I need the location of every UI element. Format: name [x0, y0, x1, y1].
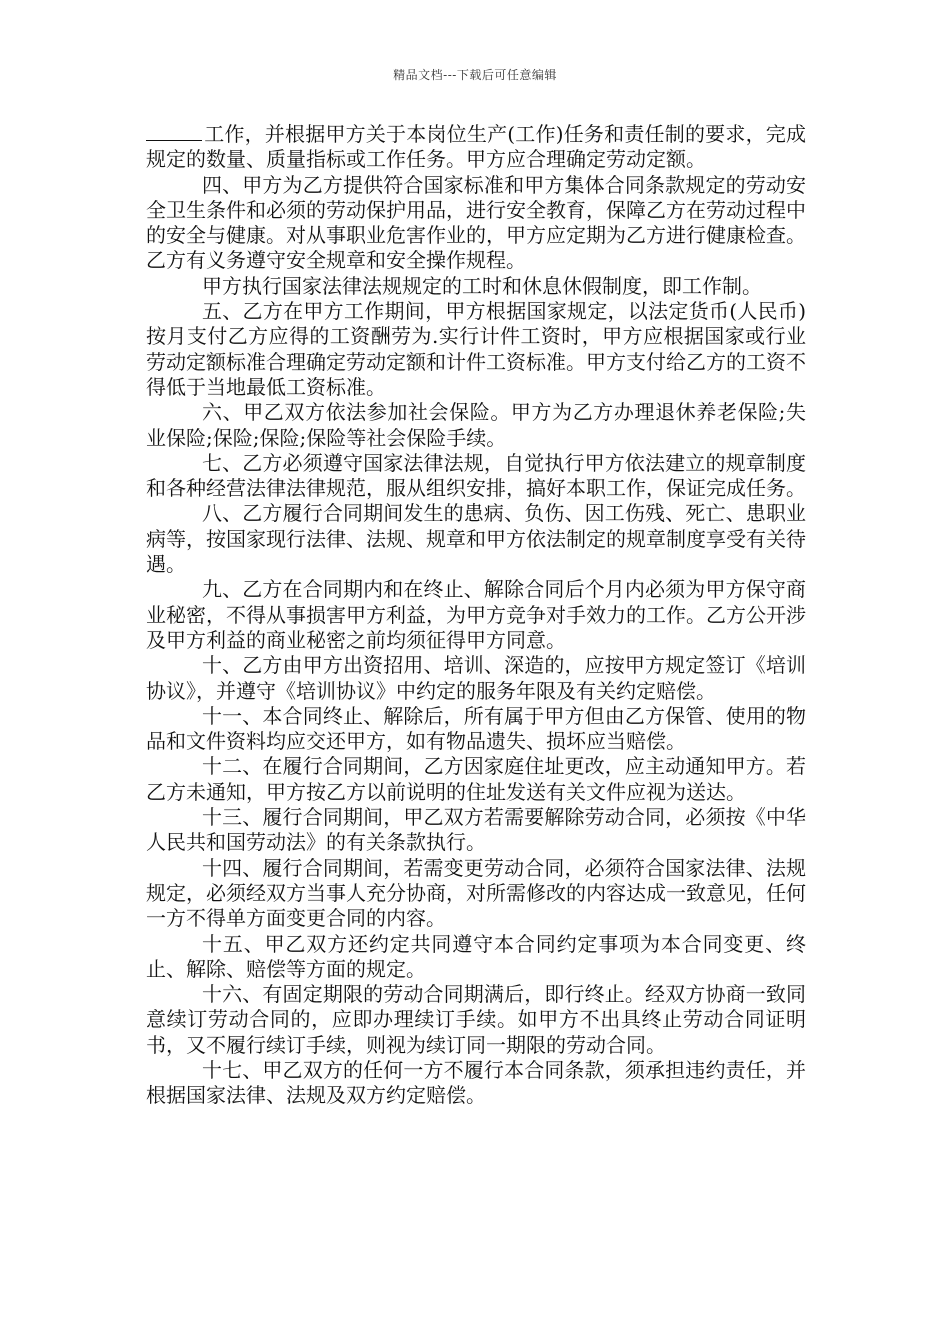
clause-4: 四、甲方为乙方提供符合国家标准和甲方集体合同条款规定的劳动安全卫生条件和必须的劳动保护用品，进行安全教育，保障乙方在劳动过程中的安全与健康。对从事职业危害作业的，甲方应定期为乙方进行健康检查。乙方有义务遵守安全规章和安全操作规程。: [146, 172, 806, 273]
clause-5: 五、乙方在甲方工作期间，甲方根据国家规定，以法定货币(人民币)按月支付乙方应得的工资酬劳为.实行计件工资时，甲方应根据国家或行业劳动定额标准合理确定劳动定额和计件工资标准。甲方支付给乙方的工资不得低于当地最低工资标准。: [146, 299, 806, 399]
clause-8: 八、乙方履行合同期间发生的患病、负伤、因工伤残、死亡、患职业病等，按国家现行法律、法规、规章和甲方依法制定的规章制度享受有关待遇。: [146, 501, 806, 577]
clause-14: 十四、履行合同期间，若需变更劳动合同，必须符合国家法律、法规规定，必须经双方当事人充分协商，对所需修改的内容达成一致意见，任何一方不得单方面变更合同的内容。: [146, 855, 806, 931]
page-header: 精品文档---下载后可任意编辑: [393, 68, 557, 82]
clause-7: 七、乙方必须遵守国家法律法规，自觉执行甲方依法建立的规章制度和各种经营法律法律规范，服从组织安排，搞好本职工作，保证完成任务。: [146, 450, 806, 501]
paragraph-continuation: [146, 122, 806, 173]
clause-11: 十一、本合同终止、解除后，所有属于甲方但由乙方保管、使用的物品和文件资料均应交还甲方，如有物品遗失、损坏应当赔偿。: [146, 703, 806, 754]
clause-17: 十七、甲乙双方的任何一方不履行本合同条款，须承担违约责任，并根据国家法律、法规及双方约定赔偿。: [146, 1057, 806, 1108]
clause-16: 十六、有固定期限的劳动合同期满后，即行终止。经双方协商一致同意续订劳动合同的，应即办理续订手续。如甲方不出具终止劳动合同证明书，又不履行续订手续，则视为续订同一期限的劳动合同。: [146, 982, 806, 1057]
clause-12: 十二、在履行合同期间，乙方因家庭住址更改，应主动通知甲方。若乙方未通知，甲方按乙方以前说明的住址发送有关文件应视为送达。: [146, 754, 806, 804]
clause-15: 十五、甲乙双方还约定共同遵守本合同约定事项为本合同变更、终止、解除、赔偿等方面的规定。: [146, 931, 806, 981]
document-body: [146, 122, 806, 1109]
clause-9: 九、乙方在合同期内和在终止、解除合同后个月内必须为甲方保守商业秘密，不得从事损害甲方利益，为甲方竞争对手效力的工作。乙方公开涉及甲方利益的商业秘密之前均须征得甲方同意。: [146, 577, 806, 652]
paragraph-text: 工作，并根据甲方关于本岗位生产(工作)任务和责任制的要求，完成规定的数量、质量指标或工作任务。甲方应合理确定劳动定额。: [146, 122, 806, 172]
blank-underline: [146, 122, 202, 141]
clause-10: 十、乙方由甲方出资招用、培训、深造的，应按甲方规定签订《培训协议》，并遵守《培训协议》中约定的服务年限及有关约定赔偿。: [146, 653, 806, 703]
clause-6: 六、甲乙双方依法参加社会保险。甲方为乙方办理退休养老保险;失业保险;保险;保险;保险等社会保险手续。: [146, 400, 806, 450]
working-hours-paragraph: 甲方执行国家法律法规规定的工时和休息休假制度，即工作制。: [202, 273, 762, 298]
clause-13: 十三、履行合同期间，甲乙双方若需要解除劳动合同，必须按《中华人民共和国劳动法》的有关条款执行。: [146, 805, 806, 855]
